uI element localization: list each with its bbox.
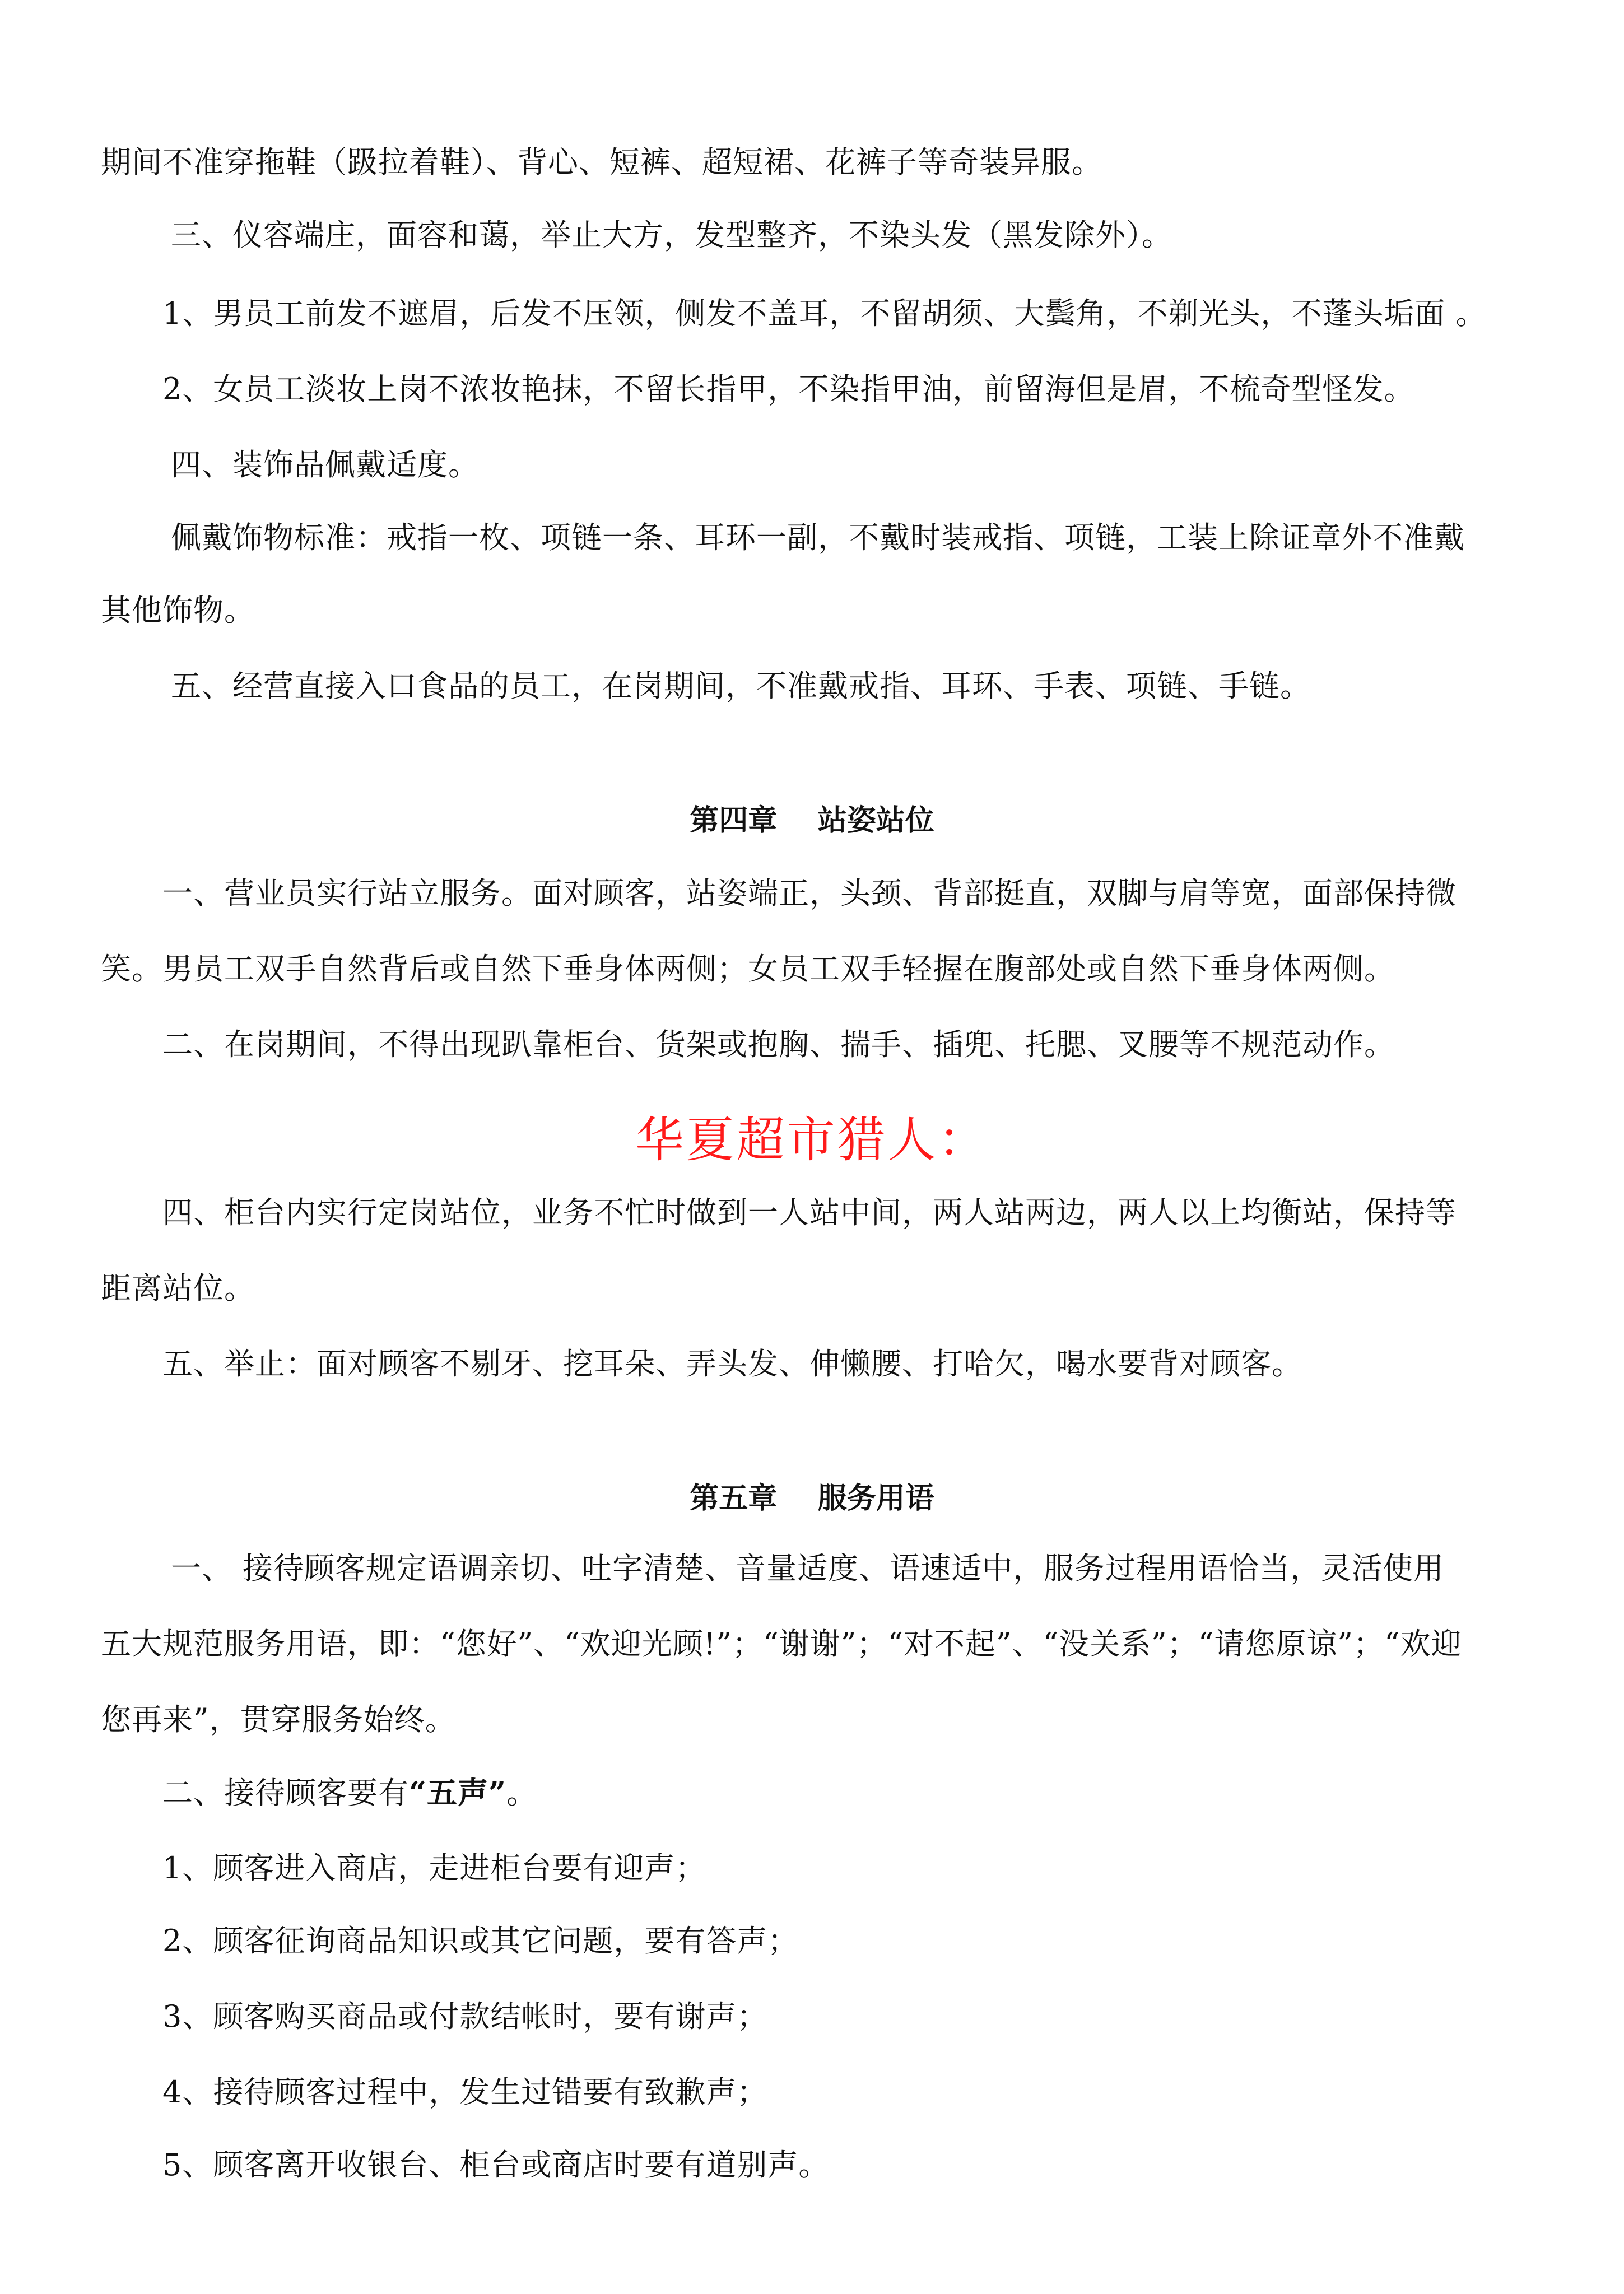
paragraph-line: 其他饰物。: [101, 593, 255, 628]
red-banner-text: 华夏超市猎人：: [635, 1112, 989, 1168]
list-item: 4、接待顾客过程中，发生过错要有致歉声；: [162, 2074, 768, 2110]
line-text: 二、接待顾客要有: [162, 1775, 409, 1811]
paragraph-line: 2、女员工淡妆上岗不浓妆艳抹，不留长指甲，不染指甲油，前留海但是眉，不梳奇型怪发。: [162, 371, 1415, 407]
list-item: 1、顾客进入商店，走进柜台要有迎声；: [162, 1850, 706, 1886]
paragraph-line: 四、柜台内实行定岗站位，业务不忙时做到一人站中间，两人站两边，两人以上均衡站，保持等: [162, 1195, 1457, 1230]
paragraph-line: 1、男员工前发不遮眉，后发不压领，侧发不盖耳，不留胡须、大鬓角，不剃光头，不蓬头垢面 。: [162, 296, 1487, 331]
paragraph-line: 一、营业员实行站立服务。面对顾客，站姿端正，头颈、背部挺直，双脚与肩等宽，面部保持微: [162, 876, 1457, 911]
paragraph-line: 您再来”，贯穿服务始终。: [101, 1702, 456, 1737]
paragraph-line: 五、举止：面对顾客不剔牙、挖耳朵、弄头发、伸懒腰、打哈欠，喝水要背对顾客。: [162, 1346, 1302, 1381]
paragraph-line: 三、仪容端庄，面容和蔼，举止大方，发型整齐，不染头发（黑发除外）。: [171, 217, 1172, 253]
paragraph-line: 五大规范服务用语，即：“您好”、“欢迎光顾!”；“谢谢”；“对不起”、“没关系”；“请您原谅”；“欢迎: [101, 1626, 1462, 1662]
chapter-heading: 第五章 服务用语: [690, 1481, 934, 1515]
paragraph-line: 佩戴饰物标准：戒指一枚、项链一条、耳环一副，不戴时装戒指、项链，工装上除证章外不准戴: [171, 520, 1465, 555]
paragraph-line: 期间不准穿拖鞋（趿拉着鞋）、背心、短裤、超短裙、花裤子等奇装异服。: [101, 145, 1102, 180]
line-text: 。: [506, 1775, 538, 1811]
paragraph-line: [162, 1773, 537, 1813]
paragraph-line: 笑。男员工双手自然背后或自然下垂身体两侧；女员工双手轻握在腹部处或自然下垂身体两侧。: [101, 951, 1395, 987]
paragraph-line: 一、 接待顾客规定语调亲切、吐字清楚、音量适度、语速适中，服务过程用语恰当，灵活使用: [171, 1551, 1445, 1586]
list-item: 2、顾客征询商品知识或其它问题，要有答声；: [162, 1923, 799, 1958]
list-item: 3、顾客购买商品或付款结帐时，要有谢声；: [162, 1999, 768, 2034]
paragraph-line: 四、装饰品佩戴适度。: [171, 447, 479, 482]
list-item: 5、顾客离开收银台、柜台或商店时要有道别声。: [162, 2147, 830, 2183]
paragraph-line: 二、在岗期间，不得出现趴靠柜台、货架或抱胸、揣手、插兜、托腮、叉腰等不规范动作。: [162, 1027, 1395, 1062]
chapter-heading: 第四章 站姿站位: [690, 803, 934, 837]
emphasis-text: “五声”: [409, 1775, 507, 1811]
paragraph-line: 五、经营直接入口食品的员工，在岗期间，不准戴戒指、耳环、手表、项链、手链。: [171, 668, 1311, 704]
paragraph-line: 距离站位。: [101, 1271, 255, 1306]
